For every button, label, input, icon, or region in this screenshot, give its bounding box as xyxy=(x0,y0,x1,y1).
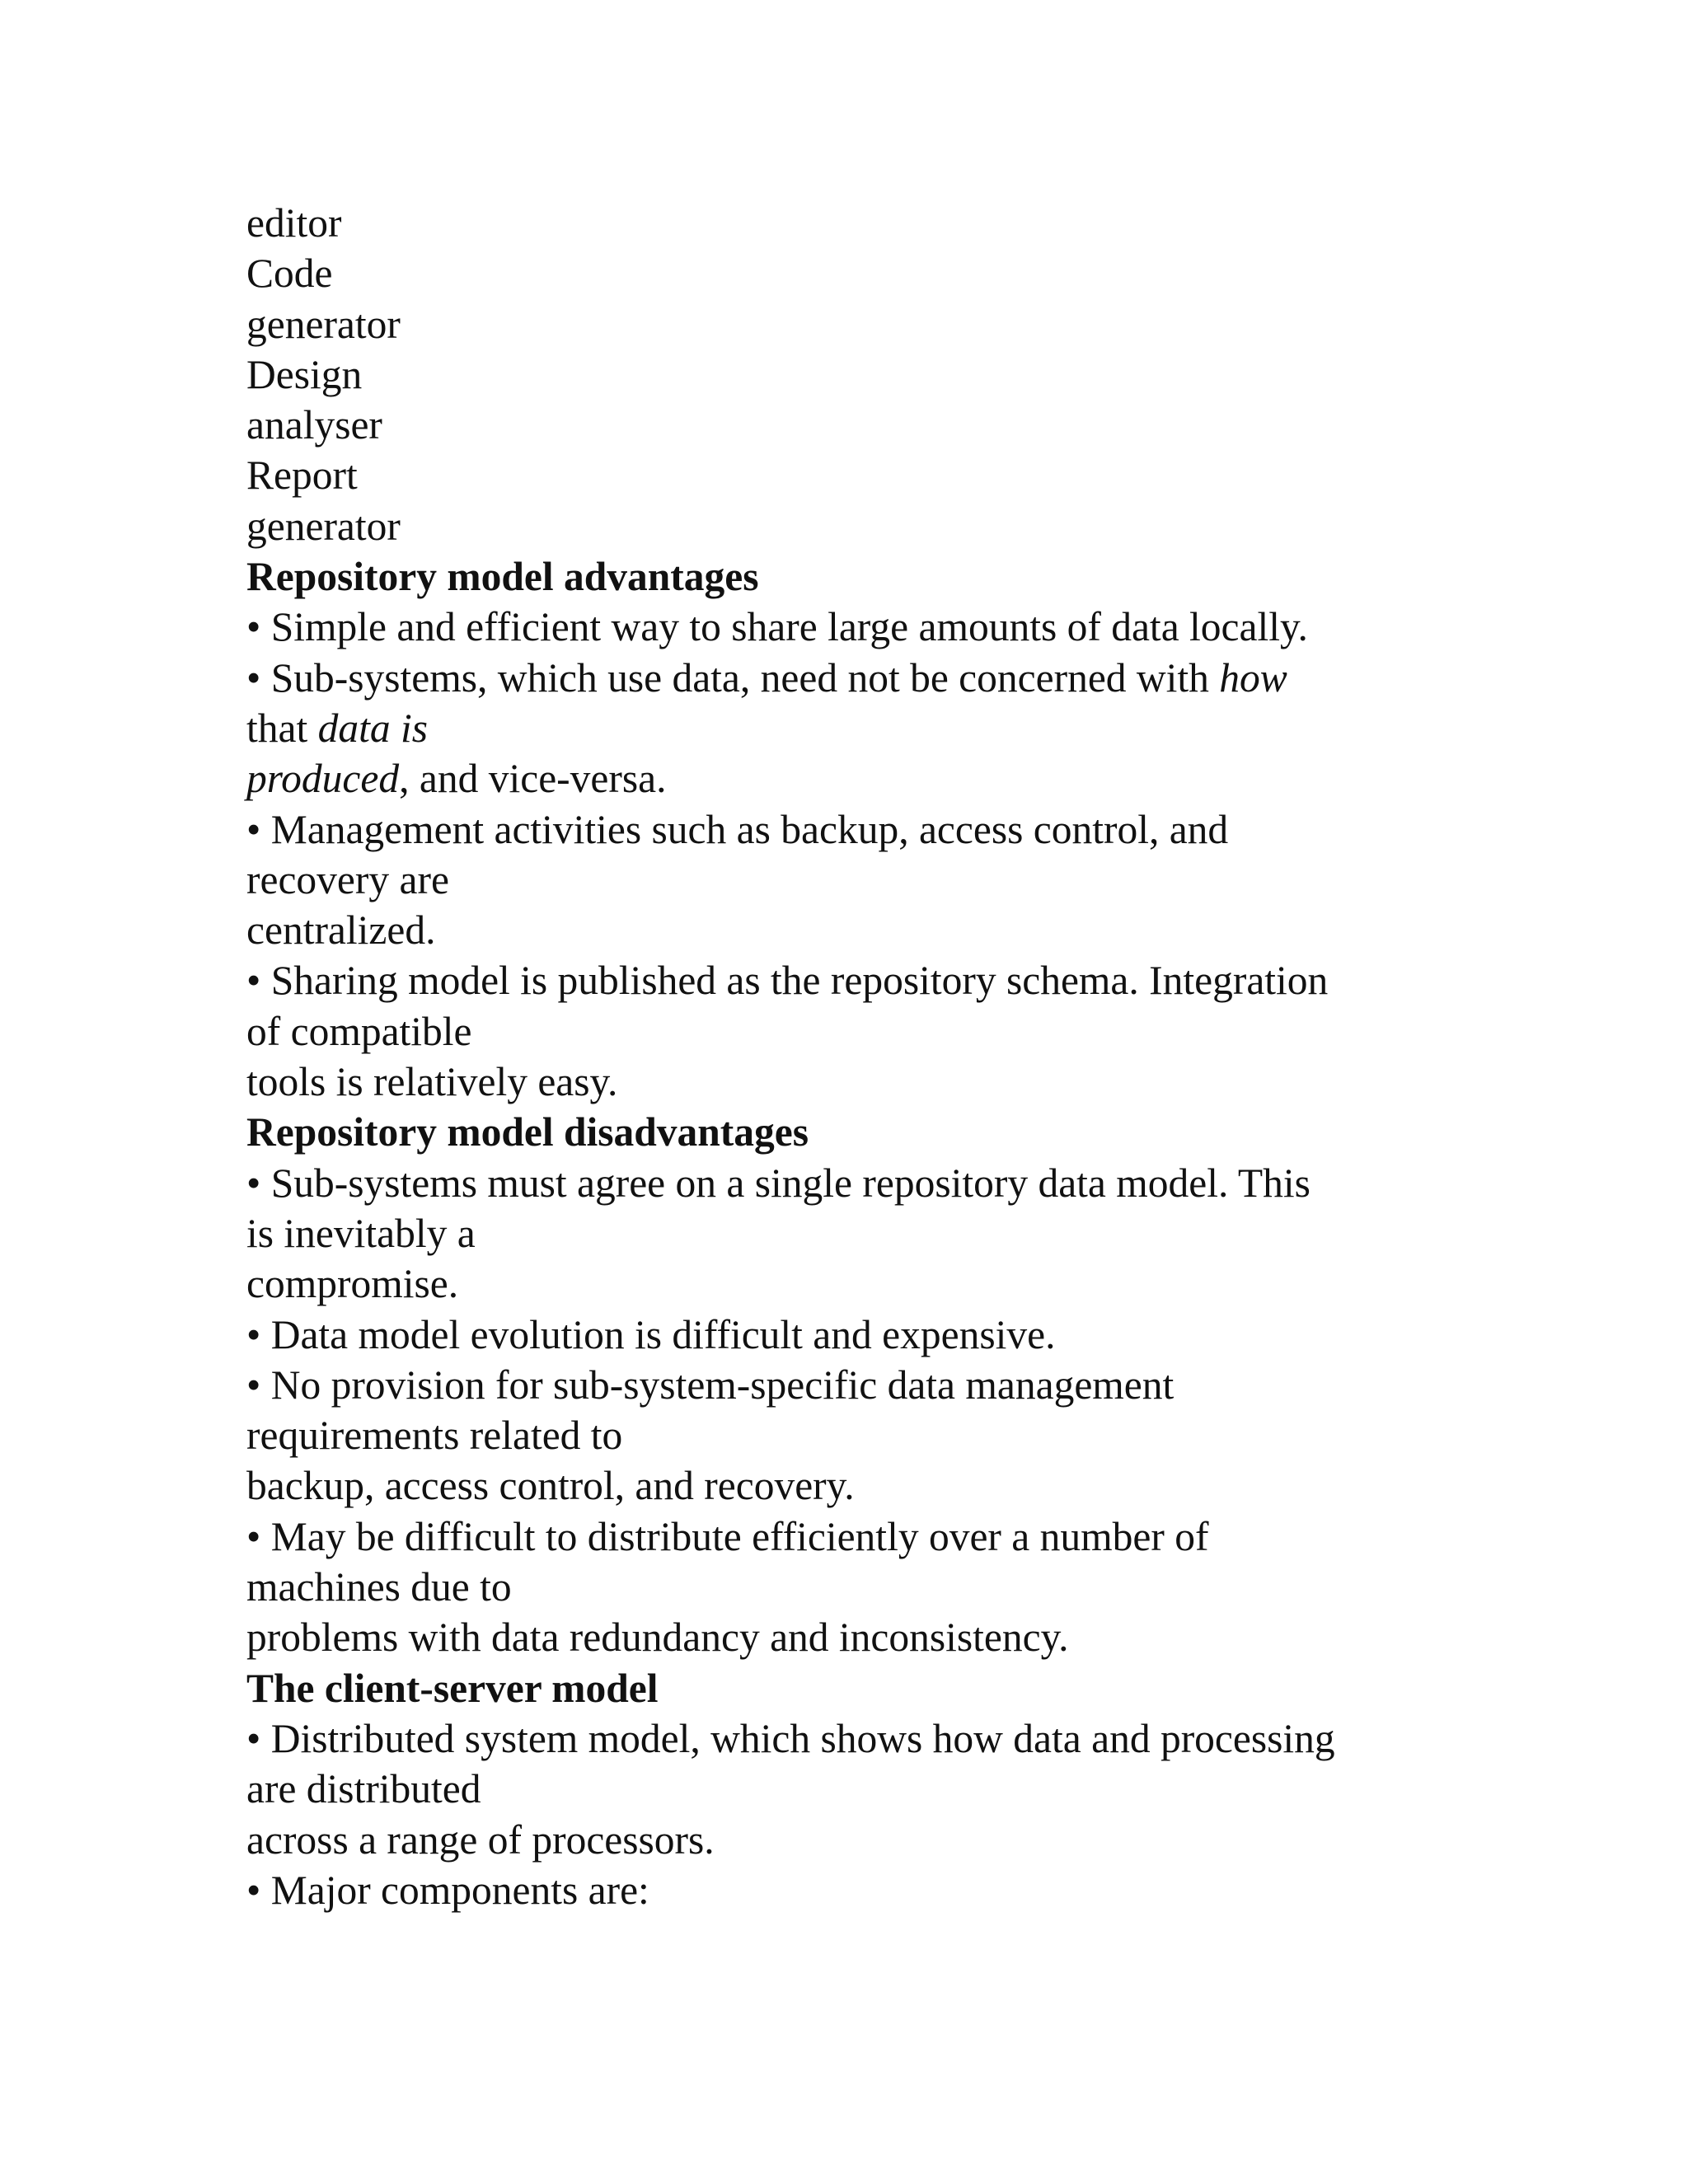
diagram-label-report: Report xyxy=(246,452,358,499)
diagram-label-code: Code xyxy=(246,251,333,297)
advantage-item-3-line-3: centralized. xyxy=(246,907,436,954)
disadvantage-item-3-line-1: • No provision for sub-system-specific data management xyxy=(246,1361,1175,1408)
advantage-item-3-line-2: recovery are xyxy=(246,856,449,902)
advantage-item-2-text: , and vice-versa. xyxy=(399,756,667,802)
document-page xyxy=(246,198,1483,1915)
disadvantage-item-3-line-3: backup, access control, and recovery. xyxy=(246,1463,855,1509)
disadvantage-item-3-line-2: requirements related to xyxy=(246,1413,623,1459)
advantage-item-2-text: • Sub-systems, which use data, need not be concerned with xyxy=(246,654,1220,701)
advantage-item-4-line-3: tools is relatively easy. xyxy=(246,1059,618,1105)
disadvantage-item-4-line-3: problems with data redundancy and inconsistency. xyxy=(246,1615,1069,1661)
diagram-label-editor: editor xyxy=(246,200,342,246)
client-server-item-1-line-2: are distributed xyxy=(246,1766,481,1812)
client-server-item-1-line-1: • Distributed system model, which shows how data and processing xyxy=(246,1715,1335,1761)
diagram-label-report-generator: generator xyxy=(246,503,401,549)
advantage-item-2-line-2 xyxy=(246,703,1483,753)
section-heading-advantages: Repository model advantages xyxy=(246,554,759,600)
client-server-item-2: • Major components are: xyxy=(246,1867,649,1913)
disadvantage-item-4-line-1: • May be difficult to distribute efficiently over a number of xyxy=(246,1513,1209,1559)
advantage-item-2-text: that xyxy=(246,705,318,751)
advantage-item-2-line-3 xyxy=(246,753,1483,804)
diagram-label-analyser: analyser xyxy=(246,402,382,448)
disadvantage-item-1-line-1: • Sub-systems must agree on a single repository data model. This xyxy=(246,1160,1311,1206)
advantage-item-2-emphasis: how xyxy=(1219,654,1287,701)
advantage-item-1: • Simple and efficient way to share large amounts of data locally. xyxy=(246,604,1308,650)
disadvantage-item-2: • Data model evolution is difficult and expensive. xyxy=(246,1311,1056,1357)
advantage-item-2-emphasis: data is xyxy=(317,705,429,751)
disadvantage-item-1-line-3: compromise. xyxy=(246,1261,459,1307)
advantage-item-2-emphasis: produced xyxy=(246,756,400,802)
advantage-item-4-line-1: • Sharing model is published as the repository schema. Integration xyxy=(246,958,1329,1004)
diagram-label-generator: generator xyxy=(246,301,401,347)
section-heading-disadvantages: Repository model disadvantages xyxy=(246,1109,809,1155)
client-server-item-1-line-3: across a range of processors. xyxy=(246,1816,715,1863)
diagram-label-design: Design xyxy=(246,351,363,397)
disadvantage-item-4-line-2: machines due to xyxy=(246,1564,512,1610)
advantage-item-2-line-1 xyxy=(246,653,1483,703)
advantage-item-4-line-2: of compatible xyxy=(246,1008,472,1054)
section-heading-client-server: The client-server model xyxy=(246,1665,659,1711)
disadvantage-item-1-line-2: is inevitably a xyxy=(246,1210,476,1256)
advantage-item-3-line-1: • Management activities such as backup, access control, and xyxy=(246,806,1229,852)
